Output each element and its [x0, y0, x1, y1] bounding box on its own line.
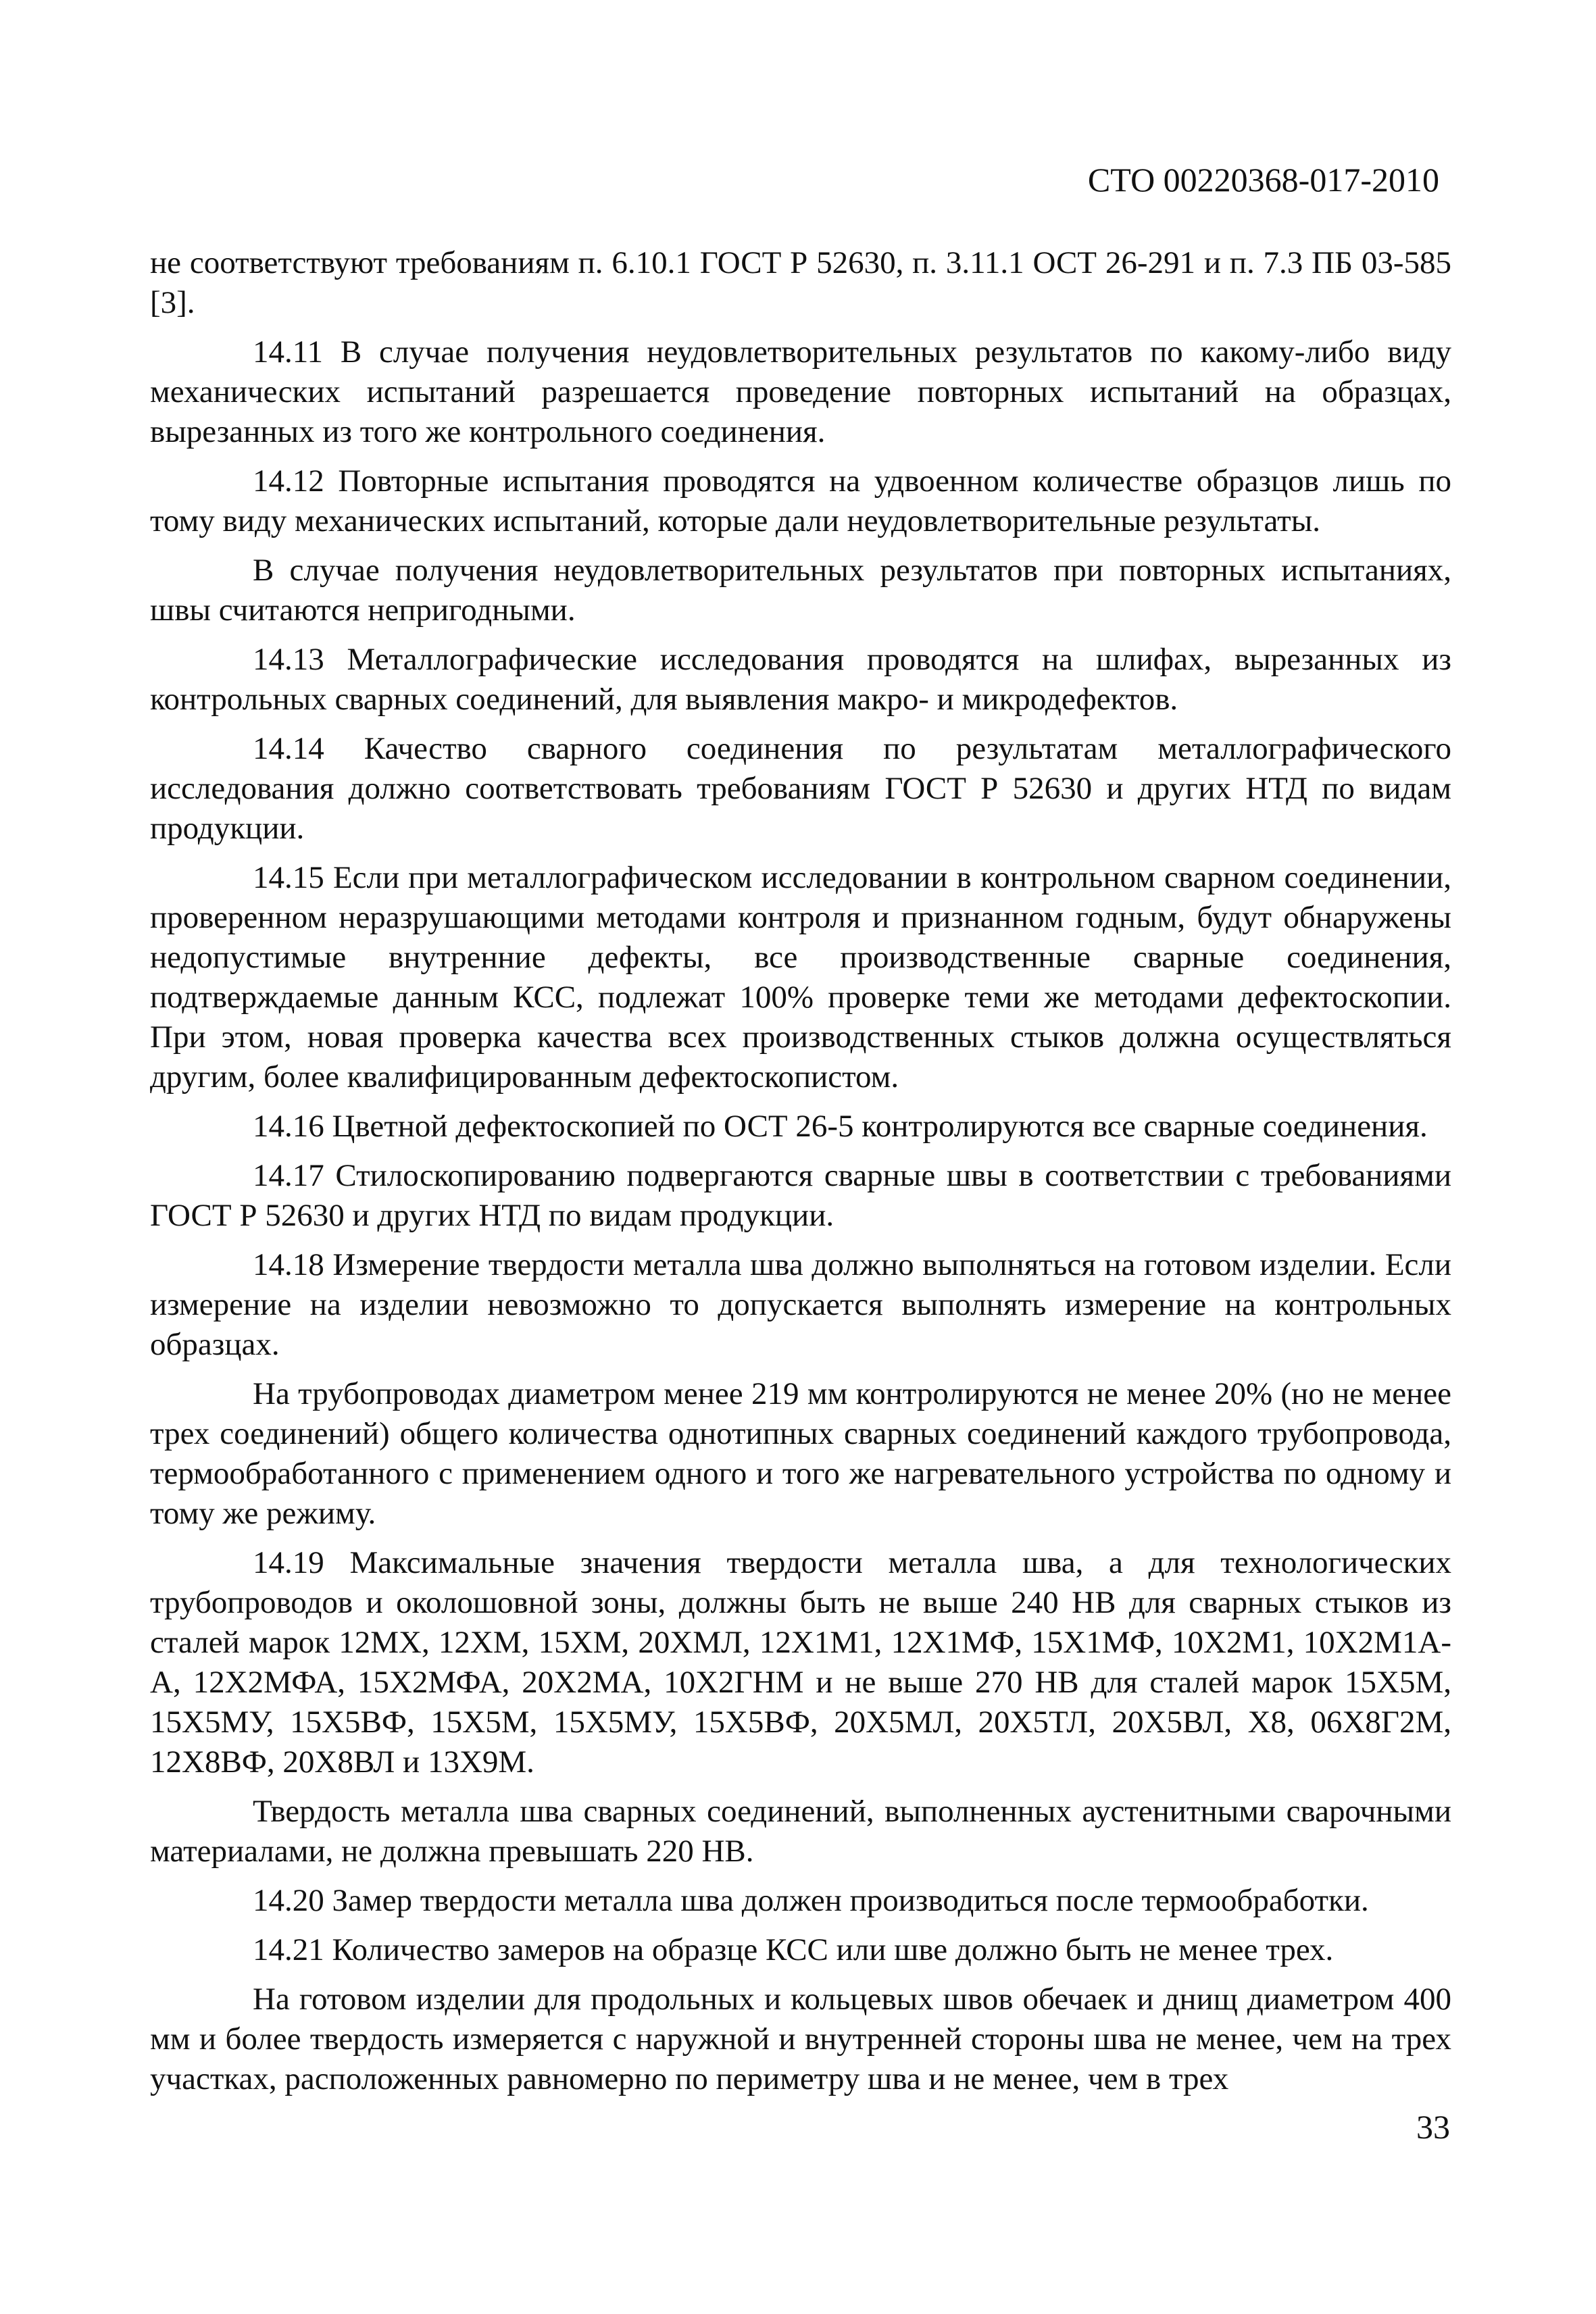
- paragraph-14-19: 14.19 Максимальные значения твердости металла шва, а для технологических трубопроводов и околошовной зоны, должны быть не выше 240 НВ для сварных стыков из сталей марок 12МХ, 12ХМ, 15ХМ, 20ХМЛ, 12Х1М1, 12Х1МФ, 15Х1МФ, 10Х2М1, 10Х2М1А-А, 12Х2МФА, 15Х2МФА, 20Х2МА, 10Х2ГНМ и не выше 270 НВ для сталей марок 15Х5М, 15Х5МУ, 15Х5ВФ, 15Х5М, 15Х5МУ, 15Х5ВФ, 20Х5МЛ, 20Х5ТЛ, 20Х5ВЛ, Х8, 06Х8Г2М, 12Х8ВФ, 20Х8ВЛ и 13Х9М.: [150, 1545, 1451, 1780]
- paragraph-austenitic-hardness: Твердость металла шва сварных соединений, выполненных аустенитными сварочными материалами, не должна превышать 220 НВ.: [150, 1794, 1451, 1869]
- paragraph-14-16: 14.16 Цветной дефектоскопией по ОСТ 26-5 контролируются все сварные соединения.: [253, 1109, 1428, 1144]
- paragraph-14-15: 14.15 Если при металлографическом исследовании в контрольном сварном соединении, проверенном неразрушающими методами контроля и признанном годным, будут обнаружены недопустимые внутренние дефекты, все производственные сварные соединения, подтверждаемые данным КСС, подлежат 100% проверке теми же методами дефектоскопии. При этом, новая проверка качества всех производственных стыков должна осуществляться другим, более квалифицированным дефектоскопистом.: [150, 860, 1451, 1095]
- paragraph-14-20: 14.20 Замер твердости металла шва должен производиться после термообработки.: [253, 1883, 1369, 1918]
- paragraph-14-21: 14.21 Количество замеров на образце КСС или шве должно быть не менее трех.: [253, 1932, 1334, 1967]
- body-text: [150, 243, 1451, 2109]
- paragraph-finished-product: На готовом изделии для продольных и кольцевых швов обечаек и днищ диаметром 400 мм и более твердость измеряется с наружной и внутренней стороны шва не менее, чем на трех участках, расположенных равномерно по периметру шва и не менее, чем в трех: [150, 1982, 1451, 2096]
- paragraph-repeat-tests: В случае получения неудовлетворительных результатов при повторных испытаниях, швы считаются непригодными.: [150, 553, 1451, 628]
- document-code: СТО 00220368-017-2010: [1087, 161, 1439, 199]
- paragraph-continuation: не соответствуют требованиям п. 6.10.1 ГОСТ Р 52630, п. 3.11.1 ОСТ 26-291 и п. 7.3 ПБ 03-585 [3].: [150, 245, 1451, 320]
- page-number: 33: [1416, 2108, 1450, 2146]
- paragraph-14-11: 14.11 В случае получения неудовлетворительных результатов по какому-либо виду механических испытаний разрешается проведение повторных испытаний на образцах, вырезанных из того же контрольного соединения.: [150, 334, 1451, 449]
- paragraph-pipelines: На трубопроводах диаметром менее 219 мм контролируются не менее 20% (но не менее трех соединений) общего количества однотипных сварных соединений каждого трубопровода, термообработанного с применением одного и того же нагревательного устройства по одному и тому же режиму.: [150, 1376, 1451, 1531]
- paragraph-14-13: 14.13 Металлографические исследования проводятся на шлифах, вырезанных из контрольных сварных соединений, для выявления макро- и микродефектов.: [150, 642, 1451, 717]
- paragraph-14-14: 14.14 Качество сварного соединения по результатам металлографического исследования должно соответствовать требованиям ГОСТ Р 52630 и других НТД по видам продукции.: [150, 731, 1451, 846]
- paragraph-14-12: 14.12 Повторные испытания проводятся на удвоенном количестве образцов лишь по тому виду механических испытаний, которые дали неудовлетворительные результаты.: [150, 463, 1451, 538]
- paragraph-14-18: 14.18 Измерение твердости металла шва должно выполняться на готовом изделии. Если измерение на изделии невозможно то допускается выполнять измерение на контрольных образцах.: [150, 1247, 1451, 1362]
- paragraph-14-17: 14.17 Стилоскопированию подвергаются сварные швы в соответствии с требованиями ГОСТ Р 52630 и других НТД по видам продукции.: [150, 1158, 1451, 1233]
